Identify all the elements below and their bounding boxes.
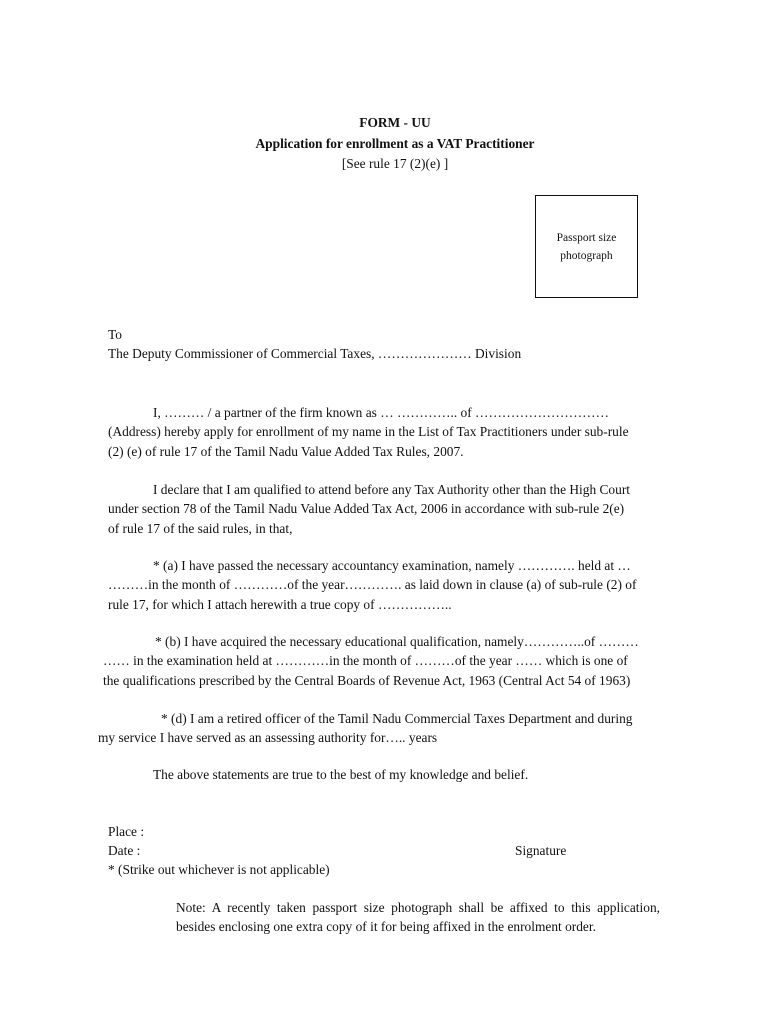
paragraph-clause-a (108, 556, 659, 614)
paragraph-affirmation: The above statements are true to the best of my knowledge and belief. (153, 767, 529, 782)
paragraph-line: * (d) I am a retired officer of the Tamil Nadu Commercial Taxes Department and during (161, 711, 633, 726)
form-subtitle: Application for enrollment as a VAT Practitioner (255, 136, 535, 151)
address-to: To (108, 327, 122, 342)
paragraph-line: I declare that I am qualified to attend before any Tax Authority other than the High Court (153, 482, 631, 497)
paragraph-application (108, 403, 659, 461)
place-label: Place : (108, 824, 145, 839)
photograph-note: Note: A recently taken passport size photograph shall be affixed to this application, besides enclosing one extra copy of it for being affixed in the enrolment order. (176, 900, 660, 935)
paragraph-clause-d (98, 709, 659, 748)
date-label: Date : (108, 843, 141, 858)
paragraph-line: (2) (e) of rule 17 of the Tamil Nadu Value Added Tax Rules, 2007. (108, 443, 464, 459)
paragraph-clause-b (103, 632, 659, 690)
passport-photo-box (535, 195, 638, 298)
paragraph-declaration (108, 480, 659, 538)
paragraph-line: rule 17, for which I attach herewith a true copy of …………….. (108, 596, 452, 612)
photo-box-line2: photograph (560, 249, 613, 262)
paragraph-line: ………in the month of …………of the year…………. as laid down in clause (a) of sub-rule (2) of (108, 577, 637, 593)
rule-reference: [See rule 17 (2)(e) ] (341, 156, 449, 171)
paragraph-line: * (b) I have acquired the necessary educational qualification, namely…………..of ……… (155, 634, 639, 649)
paragraph-line: under section 78 of the Tamil Nadu Value Added Tax Act, 2006 in accordance with sub-rule 2(e) (108, 501, 625, 517)
paragraph-line: (Address) hereby apply for enrollment of my name in the List of Tax Practitioners under sub-rule (108, 424, 629, 440)
address-recipient: The Deputy Commissioner of Commercial Taxes, ………………… Division (108, 346, 522, 361)
paragraph-line: …… in the examination held at …………in the month of ………of the year …… which is one of (103, 653, 628, 669)
paragraph-line: the qualifications prescribed by the Central Boards of Revenue Act, 1963 (Central Act 54 of 1963) (103, 672, 631, 688)
signature-label: Signature (515, 843, 567, 858)
paragraph-line: I, ……… / a partner of the firm known as … ………….. of ………………………… (153, 405, 609, 420)
strike-out-note: * (Strike out whichever is not applicable) (108, 862, 330, 877)
form-title: FORM - UU (359, 115, 431, 130)
paragraph-line: * (a) I have passed the necessary accountancy examination, namely …………. held at … (153, 558, 631, 573)
paragraph-line: of rule 17 of the said rules, in that, (108, 520, 293, 536)
photo-box-line1: Passport size (556, 231, 617, 244)
paragraph-line: my service I have served as an assessing authority for….. years (98, 730, 438, 746)
